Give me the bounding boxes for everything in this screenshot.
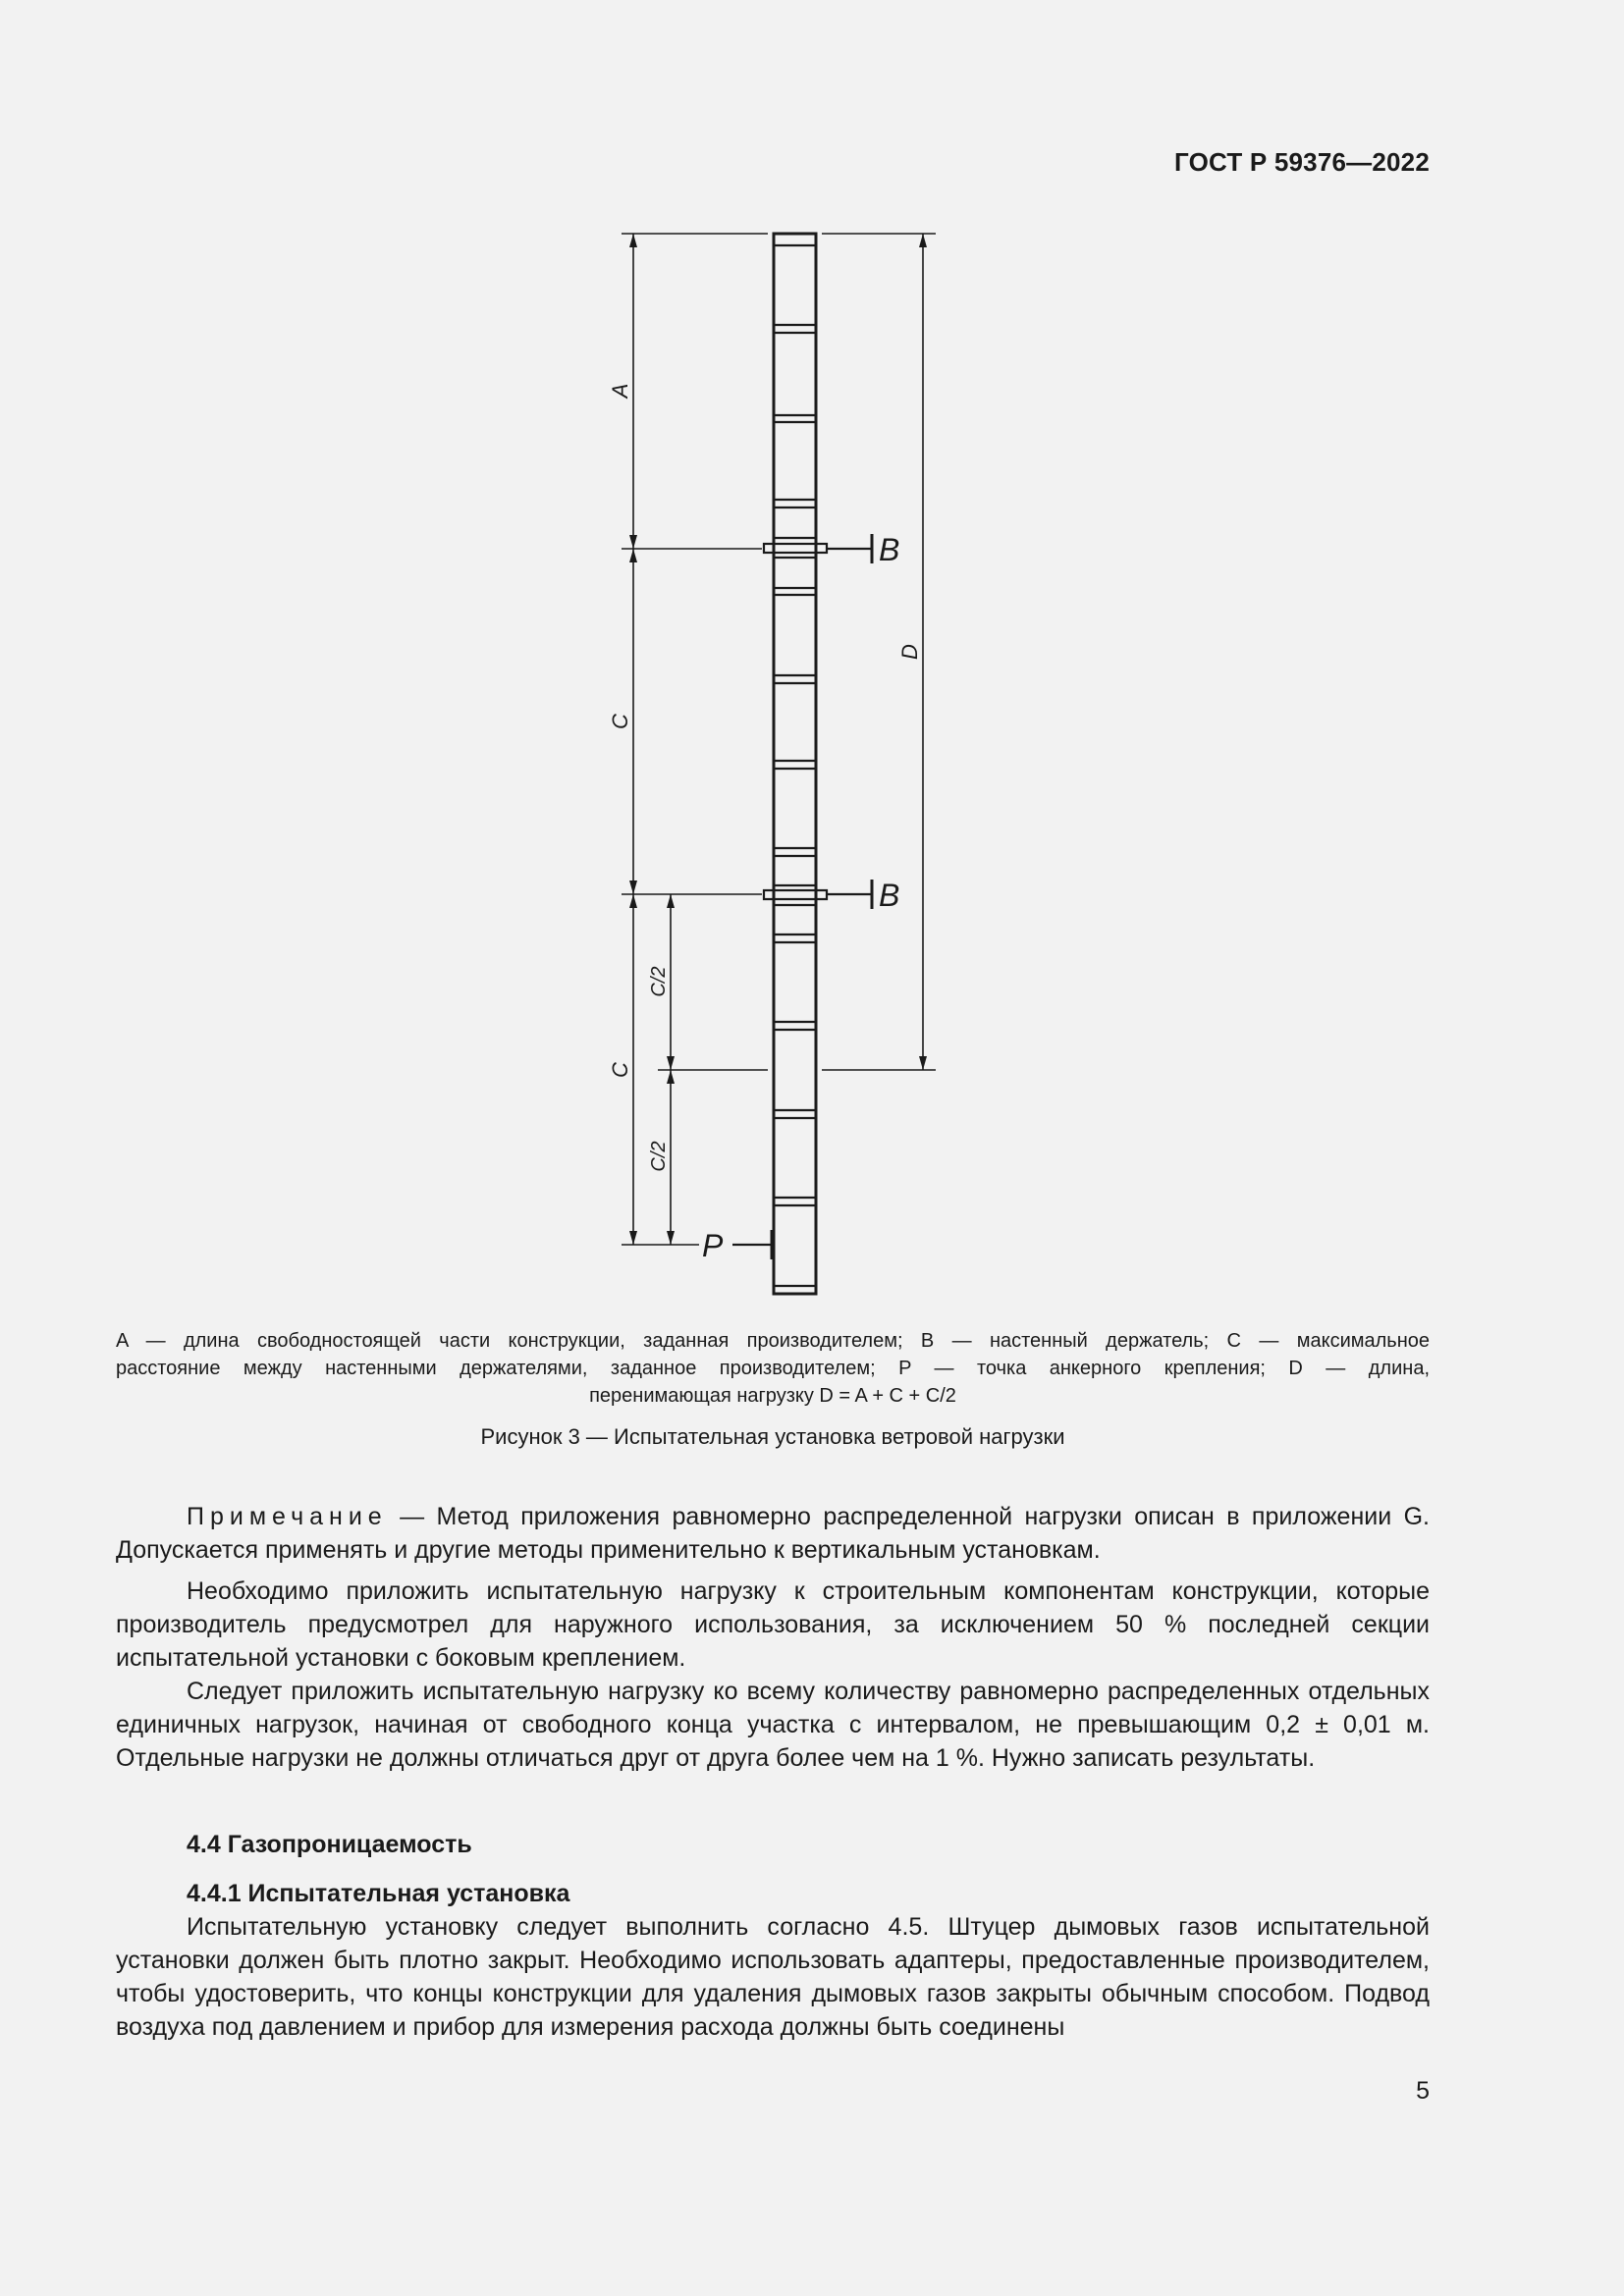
paragraph-uniform-loads: Следует приложить испытательную нагрузку ко всему количеству равномерно распределенных отдельных единичных нагрузок, начиная от свободного конца участка с интервалом, не превышающим 0,2 ± 0,01 м. Отдельные нагрузки не должны отличаться друг от друга более чем на 1 %. Нужно записать результаты. (116, 1678, 1430, 1772)
dimension-lines (633, 234, 923, 1245)
legend-line-2: расстояние между настенными держателями, заданное производителем; P — точка анкерного крепления; D — длина, (116, 1358, 1430, 1379)
note-label: Примечание (187, 1503, 388, 1530)
page-number: 5 (1416, 2077, 1430, 2105)
anchor-point (732, 1230, 772, 1259)
body-paragraphs (116, 1575, 1430, 1775)
subsection-heading: 4.4.1 Испытательная установка (187, 1880, 570, 1907)
legend-line-1: A — длина свободностоящей части конструкции, заданная производителем; B — настенный держатель; C — максимальное (116, 1330, 1430, 1352)
label-c-half-upper: C/2 (648, 966, 670, 997)
dimension-arrowheads (629, 234, 927, 1245)
label-d: D (897, 644, 922, 660)
test-column (774, 234, 816, 1294)
note-text: Метод приложения равномерно распределенной нагрузки описан в приложении G. Допускается применять и другие методы применительно к вертикальным установкам. (116, 1503, 1430, 1564)
figure-legend (116, 1327, 1430, 1410)
figure-caption: Рисунок 3 — Испытательная установка ветровой нагрузки (480, 1424, 1065, 1449)
paragraph-test-load-components: Необходимо приложить испытательную нагрузку к строительным компонентам конструкции, которые производитель предусмотрел для наружного использования, за исключением 50 % последней секции испытательной установки с боковым креплением. (116, 1577, 1430, 1672)
label-c-lower: C (608, 1062, 632, 1078)
column-segment-joints (774, 325, 816, 1286)
label-c-upper: C (608, 714, 632, 729)
label-b-upper: B (879, 532, 900, 567)
section-heading: 4.4 Газопроницаемость (187, 1831, 472, 1858)
label-p: P (702, 1228, 724, 1263)
label-c-half-lower: C/2 (648, 1141, 670, 1172)
section-4-4 (116, 1828, 1430, 1861)
label-b-lower: B (879, 878, 900, 913)
extension-lines (622, 234, 936, 1245)
document-standard-id: ГОСТ Р 59376—2022 (1174, 147, 1430, 177)
note-dash: — (387, 1503, 437, 1530)
subsection-text: Испытательную установку следует выполнить согласно 4.5. Штуцер дымовых газов испытательной установки должен быть плотно закрыт. Необходимо использовать адаптеры, предоставленные производителем, чтобы удостоверить, что концы конструкции для удаления дымовых газов закрыты обычным способом. Подвод воздуха под давлением и прибор для измерения расхода должны быть соединены (116, 1913, 1430, 2041)
note-block (116, 1500, 1430, 1567)
subsection-4-4-1 (116, 1877, 1430, 2044)
legend-line-3: перенимающая нагрузку D = A + C + C/2 (589, 1385, 956, 1407)
label-a: A (608, 383, 632, 399)
note-paragraph (116, 1500, 1430, 1567)
